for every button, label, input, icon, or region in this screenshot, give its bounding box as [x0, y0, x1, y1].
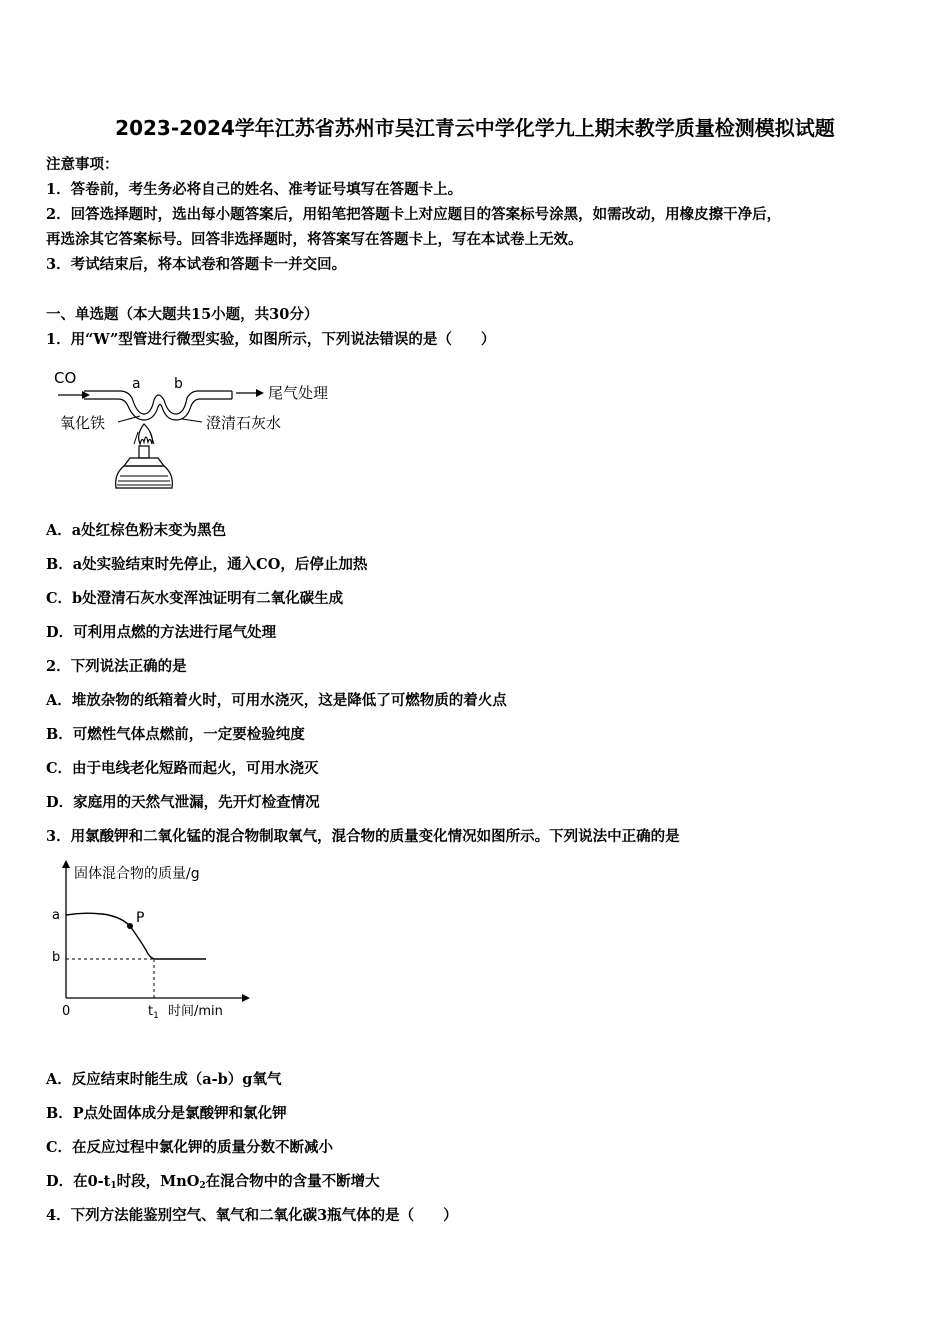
co-label: CO: [54, 369, 77, 387]
w-tube-outer: [84, 391, 232, 414]
notice-item: 再选涂其它答案标号。回答非选择题时，将答案写在答题卡上，写在本试卷上无效。: [46, 231, 583, 248]
notice-item: 2．回答选择题时，选出每小题答案后，用铅笔把答题卡上对应题目的答案标号涂黑，如需改动，用橡皮擦干净后，: [46, 206, 782, 223]
q1-option-b: B．a处实验结束时先停止，通入CO，后停止加热: [46, 556, 368, 573]
w-tube-apparatus-figure: [50, 362, 350, 497]
lamp-wick-holder: [139, 446, 149, 458]
q1-option-d: D．可利用点燃的方法进行尾气处理: [46, 624, 277, 641]
q3-option-b: B．P点处固体成分是氯酸钾和氯化钾: [46, 1105, 287, 1122]
section-heading: 一、单选题（本大题共15小题，共30分）: [46, 306, 319, 323]
x-axis-label: 时间/min: [168, 1004, 223, 1019]
question-1-stem: 1．用“W”型管进行微型实验，如图所示，下列说法错误的是（ ）: [46, 331, 496, 348]
label-p: P: [136, 910, 145, 926]
label-b: b: [174, 376, 183, 392]
pointer-line: [182, 419, 202, 422]
y-axis-arrow: [62, 860, 70, 868]
q3-option-c: C．在反应过程中氯化钾的质量分数不断减小: [46, 1139, 334, 1156]
tick-b: b: [52, 950, 61, 965]
page-title: 2023-2024学年江苏省苏州市吴江青云中学化学九上期末教学质量检测模拟试题: [115, 116, 835, 140]
q1-option-c: C．b处澄清石灰水变浑浊证明有二氧化碳生成: [46, 590, 344, 607]
question-3-stem: 3．用氯酸钾和二氧化锰的混合物制取氧气，混合物的质量变化情况如图所示。下列说法中正确的是: [46, 828, 680, 845]
notice-item: 3．考试结束后，将本试卷和答题卡一并交回。: [46, 256, 347, 273]
mass-time-graph: [44, 858, 264, 1023]
q1-option-a: A．a处红棕色粉末变为黑色: [46, 522, 227, 539]
notice-item: 1．答卷前，考生务必将自己的姓名、准考证号填写在答题卡上。: [46, 181, 463, 198]
point-p: [127, 923, 133, 929]
label-a: a: [132, 376, 141, 392]
lamp-neck: [124, 458, 164, 466]
x-axis-arrow: [242, 994, 250, 1002]
tick-t1: $t_1$: [148, 1004, 159, 1021]
y-axis-label: 固体混合物的质量/g: [74, 866, 200, 882]
pointer-line: [118, 416, 140, 422]
arrowhead: [82, 391, 90, 399]
q2-option-d: D．家庭用的天然气泄漏，先开灯检查情况: [46, 794, 320, 811]
q2-option-c: C．由于电线老化短路而起火，可用水浇灭: [46, 760, 319, 777]
q3-option-a: A．反应结束时能生成（a-b）g氧气: [46, 1071, 282, 1088]
tail-gas-label: 尾气处理: [268, 384, 329, 402]
iron-oxide-label: 氧化铁: [60, 414, 106, 432]
question-2-stem: 2．下列说法正确的是: [46, 658, 187, 675]
q2-option-b: B．可燃性气体点燃前，一定要检验纯度: [46, 726, 305, 743]
q3-option-d: D．在$0-t_1$时段，MnO$_2$在混合物中的含量不断增大: [46, 1173, 380, 1191]
lamp-liquid: [117, 476, 171, 485]
origin-label: 0: [62, 1004, 71, 1019]
question-4-stem: 4．下列方法能鉴别空气、氧气和二氧化碳3瓶气体的是（ ）: [46, 1207, 458, 1224]
notice-heading: 注意事项：: [46, 156, 119, 173]
limewater-label: 澄清石灰水: [206, 414, 282, 432]
tick-a: a: [52, 908, 60, 923]
arrowhead: [256, 389, 264, 397]
q2-option-a: A．堆放杂物的纸箱着火时，可用水浇灭，这是降低了可燃物质的着火点: [46, 692, 507, 709]
